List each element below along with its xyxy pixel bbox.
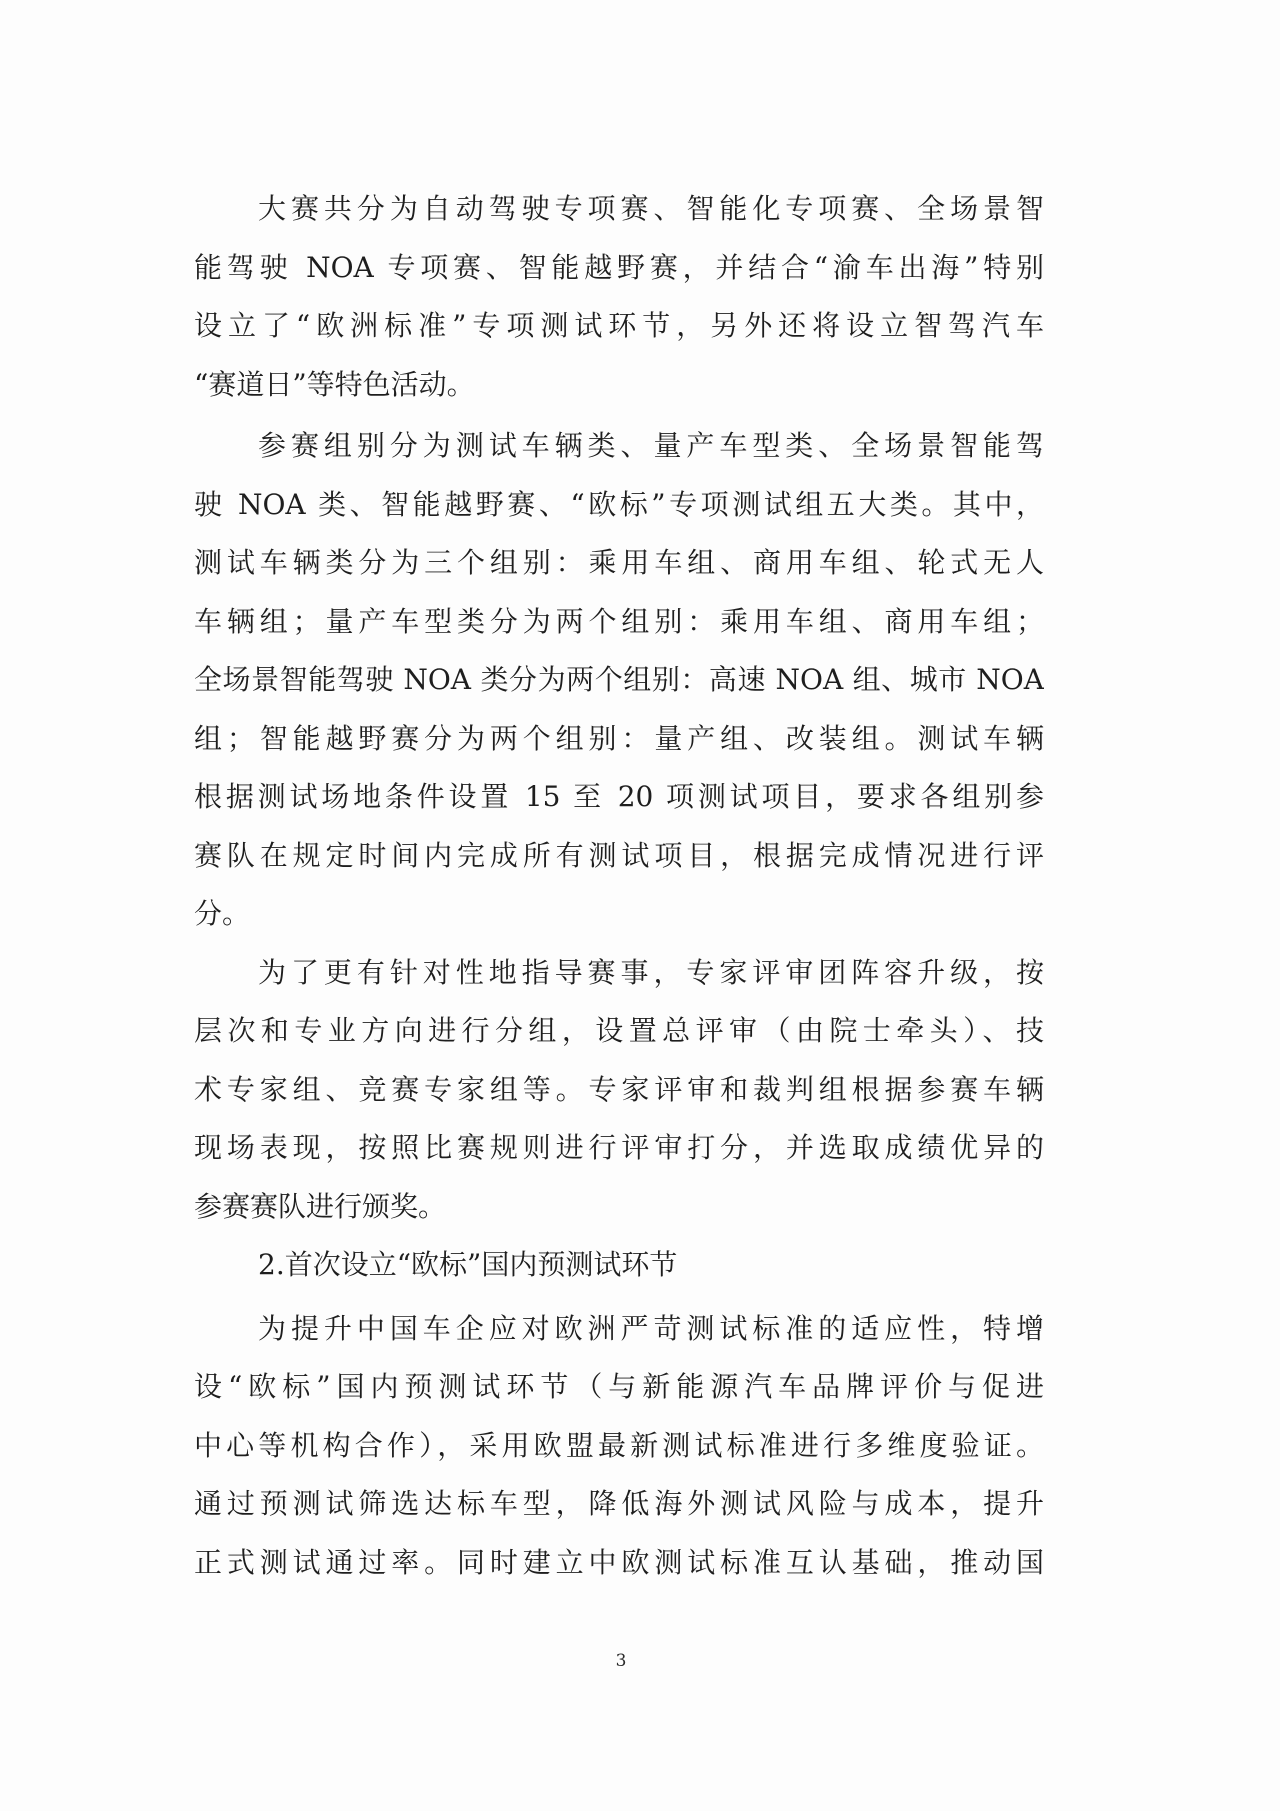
text-line: 设立了“欧洲标准”专项测试环节，另外还将设立智驾汽车 xyxy=(194,309,1044,342)
text-line: 根据测试场地条件设置 15 至 20 项测试项目，要求各组别参 xyxy=(194,780,1044,813)
text-line: 驶 NOA 类、智能越野赛、“欧标”专项测试组五大类。其中， xyxy=(194,487,1044,521)
text-line: “赛道日”等特色活动。 xyxy=(194,367,475,401)
text-line: 参赛组别分为测试车辆类、量产车型类、全场景智能驾 xyxy=(258,429,1044,462)
document-body xyxy=(194,180,1044,1592)
paragraph-competition-overview xyxy=(194,180,1044,414)
text-line: 能驾驶 NOA 专项赛、智能越野赛，并结合“渝车出海”特别 xyxy=(194,250,1044,284)
text-line: 分。 xyxy=(194,897,251,930)
text-line: 车辆组；量产车型类分为两个组别：乘用车组、商用车组； xyxy=(194,604,1044,638)
text-line: 为提升中国车企应对欧洲严苛测试标准的适应性，特增 xyxy=(258,1311,1044,1345)
text-line: 正式测试通过率。同时建立中欧测试标准互认基础，推动国 xyxy=(194,1545,1044,1579)
page-number: 3 xyxy=(615,1651,627,1671)
text-line: 设“欧标”国内预测试环节（与新能源汽车品牌评价与促进 xyxy=(194,1370,1044,1403)
text-line: 参赛赛队进行颁奖。 xyxy=(194,1189,447,1223)
text-line: 赛队在规定时间内完成所有测试项目，根据完成情况进行评 xyxy=(194,838,1044,872)
section-heading xyxy=(194,1236,1044,1295)
paragraph-competition-groups xyxy=(194,417,1044,944)
text-line: 组；智能越野赛分为两个组别：量产组、改装组。测试车辆 xyxy=(194,721,1044,755)
text-line: 测试车辆类分为三个组别：乘用车组、商用车组、轮式无人 xyxy=(194,546,1044,579)
text-line: 术专家组、竞赛专家组等。专家评审和裁判组根据参赛车辆 xyxy=(194,1072,1044,1106)
text-line: 通过预测试筛选达标车型，降低海外测试风险与成本，提升 xyxy=(194,1487,1044,1520)
text-line: 现场表现，按照比赛规则进行评审打分，并选取成绩优异的 xyxy=(194,1131,1044,1164)
text-line: 大赛共分为自动驾驶专项赛、智能化专项赛、全场景智 xyxy=(258,192,1044,225)
section-heading-text: 2.首次设立“欧标”国内预测试环节 xyxy=(258,1248,678,1281)
text-line: 层次和专业方向进行分组，设置总评审（由院士牵头）、技 xyxy=(194,1014,1044,1047)
text-line: 为了更有针对性地指导赛事，专家评审团阵容升级，按 xyxy=(258,955,1044,989)
text-line: 全场景智能驾驶 NOA 类分为两个组别：高速 NOA 组、城市 NOA xyxy=(194,663,1044,696)
paragraph-expert-panel xyxy=(194,944,1044,1237)
paragraph-eu-pretest xyxy=(194,1300,1044,1593)
text-line: 中心等机构合作），采用欧盟最新测试标准进行多维度验证。 xyxy=(194,1428,1044,1462)
